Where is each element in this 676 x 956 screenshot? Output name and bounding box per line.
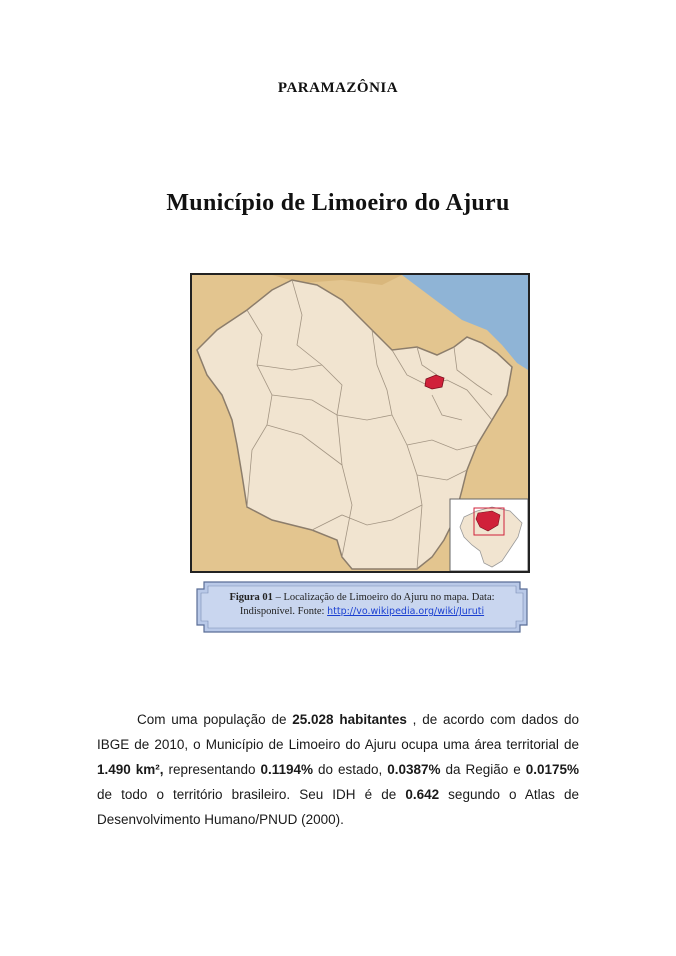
body-paragraph: [97, 707, 579, 832]
location-map: [190, 273, 530, 573]
text-run: de todo o território brasileiro. Seu IDH é de: [97, 787, 406, 802]
text-run: Com uma população de: [137, 712, 293, 727]
area-value: 1.490 km²,: [97, 762, 164, 777]
caption-label: Figura 01: [229, 592, 273, 603]
region-percent-value: 0.0387%: [387, 762, 441, 777]
para-state-map: [192, 275, 528, 571]
text-run: da Região e: [440, 762, 526, 777]
state-percent-value: 0.1194%: [260, 762, 314, 777]
page-header: PARAMAZÔNIA: [277, 80, 399, 96]
country-percent-value: 0.0175%: [525, 762, 580, 777]
idh-value: 0.642: [405, 787, 440, 802]
caption-text: [214, 591, 510, 619]
caption-source-link[interactable]: http://vo.wikipedia.org/wiki/Juruti: [327, 606, 485, 617]
page-title: Município de Limoeiro do Ajuru: [166, 190, 510, 216]
text-run: segundo o Atlas de Desenvolvimento Humano/PNUD (2000).: [97, 787, 580, 827]
text-run: representando: [163, 762, 261, 777]
figure-caption: [196, 581, 528, 633]
caption-description: – Localização de Limoeiro do Ajuru no mapa. Data: Indisponível. Fonte:: [239, 592, 495, 617]
text-run: , de acordo com dados do IBGE de 2010, o Município de Limoeiro do Ajuru ocupa uma área territorial de: [97, 712, 579, 752]
brazil-inset-map: [450, 499, 528, 571]
population-value: 25.028 habitantes: [292, 712, 407, 727]
text-run: do estado,: [313, 762, 388, 777]
